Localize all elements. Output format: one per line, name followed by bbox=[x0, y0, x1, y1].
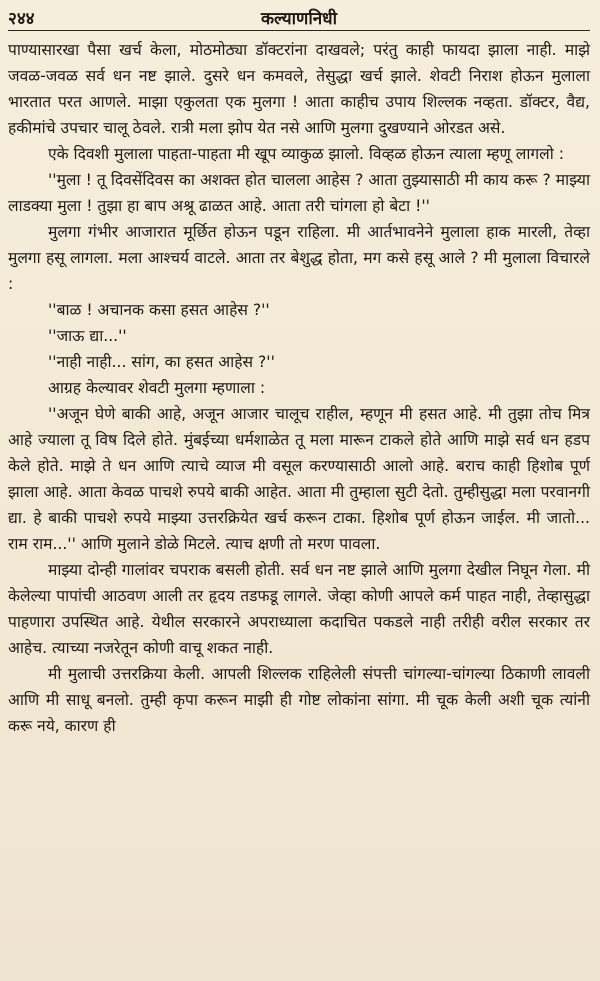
running-title: कल्याणनिधी bbox=[260, 9, 338, 29]
dialogue-line: ''मुला ! तू दिवसेंदिवस का अशक्त होत चालला आहेस ? आता तुझ्यासाठी मी काय करू ? माझ्या लाडक्या मुला ! तुझा हा बाप अश्रू ढाळत आहे. आता तरी चांगला हो बेटा !'' bbox=[8, 171, 590, 215]
page-header bbox=[8, 4, 590, 31]
paragraph: पाण्यासारखा पैसा खर्च केला, मोठमोठ्या डॉक्टरांना दाखवले; परंतु काही फायदा झाला नाही. माझे जवळ-जवळ सर्व धन नष्ट झाले. दुसरे धन कमवले, तेसुद्धा खर्च झाले. शेवटी निराश होऊन मुलाला भारतात परत आणले. माझा एकुलता एक मुलगा ! आता काहीच उपाय शिल्लक नव्हता. डॉक्टर, वैद्य, हकीमांचे उपचार चालू ठेवले. रात्री मला झोप येत नसे आणि मुलगा दुखण्याने ओरडत असे. bbox=[8, 41, 590, 137]
dialogue-line: ''अजून घेणे बाकी आहे, अजून आजार चालूच राहील, म्हणून मी हसत आहे. मी तुझा तोच मित्र आहे ज्याला तू विष दिले होते. मुंबईच्या धर्मशाळेत तू मला मारून टाकले होते आणि माझे सर्व धन हडप केले होते. माझे ते धन आणि त्याचे व्याज मी वसूल करण्यासाठी आलो आहे. बराच काही हिशोब पूर्ण झाला आहे. आता केवळ पाचशे रुपये बाकी आहेत. आता मी तुम्हाला सुटी देतो. तुम्हीसुद्धा मला परवानगी द्या. हे बाकी पाचशे रुपये माझ्या उत्तरक्रियेत खर्च करून टाका. हिशोब पूर्ण होऊन जाईल. मी जातो... राम राम...'' आणि मुलाने डोळे मिटले. त्याच क्षणी तो मरण पावला. bbox=[8, 405, 590, 553]
dialogue-line: ''नाही नाही... सांग, का हसत आहेस ?'' bbox=[48, 353, 275, 371]
dialogue-line: ''बाळ ! अचानक कसा हसत आहेस ?'' bbox=[48, 301, 270, 319]
paragraph: माझ्या दोन्ही गालांवर चपराक बसली होती. सर्व धन नष्ट झाले आणि मुलगा देखील निघून गेला. मी केलेल्या पापांची आठवण आली तर हृदय तडफडू लागले. जेव्हा कोणी आपले कर्म पाहत नाही, तेव्हासुद्धा पाहणारा उपस्थित आहे. येथील सरकारने अपराध्याला कदाचित पकडले नाही तरीही वरील सरकार तर आहेच. त्याच्या नजरेतून कोणी वाचू शकत नाही. bbox=[8, 561, 590, 657]
paragraph: एके दिवशी मुलाला पाहता-पाहता मी खूप व्याकुळ झालो. विव्हळ होऊन त्याला म्हणू लागलो : bbox=[48, 145, 564, 163]
dialogue-line: ''जाऊ द्या...'' bbox=[48, 327, 127, 345]
paragraph: आग्रह केल्यावर शेवटी मुलगा म्हणाला : bbox=[48, 379, 266, 397]
paragraph: मुलगा गंभीर आजारात मूर्छित होऊन पडून राहिला. मी आर्तभावनेने मुलाला हाक मारली, तेव्हा मुलगा हसू लागला. मला आश्चर्य वाटले. आता तर बेशुद्ध होता, मग कसे हसू आले ? मी मुलाला विचारले : bbox=[8, 223, 590, 293]
page-number: २४४ bbox=[8, 9, 35, 29]
paragraph: मी मुलाची उत्तरक्रिया केली. आपली शिल्लक राहिलेली संपत्ती चांगल्या-चांगल्या ठिकाणी लावली आणि मी साधू बनलो. तुम्ही कृपा करून माझी ही गोष्ट लोकांना सांगा. मी चूक केली अशी चूक त्यांनी करू नये, कारण ही bbox=[8, 665, 590, 735]
body-text bbox=[8, 37, 590, 739]
